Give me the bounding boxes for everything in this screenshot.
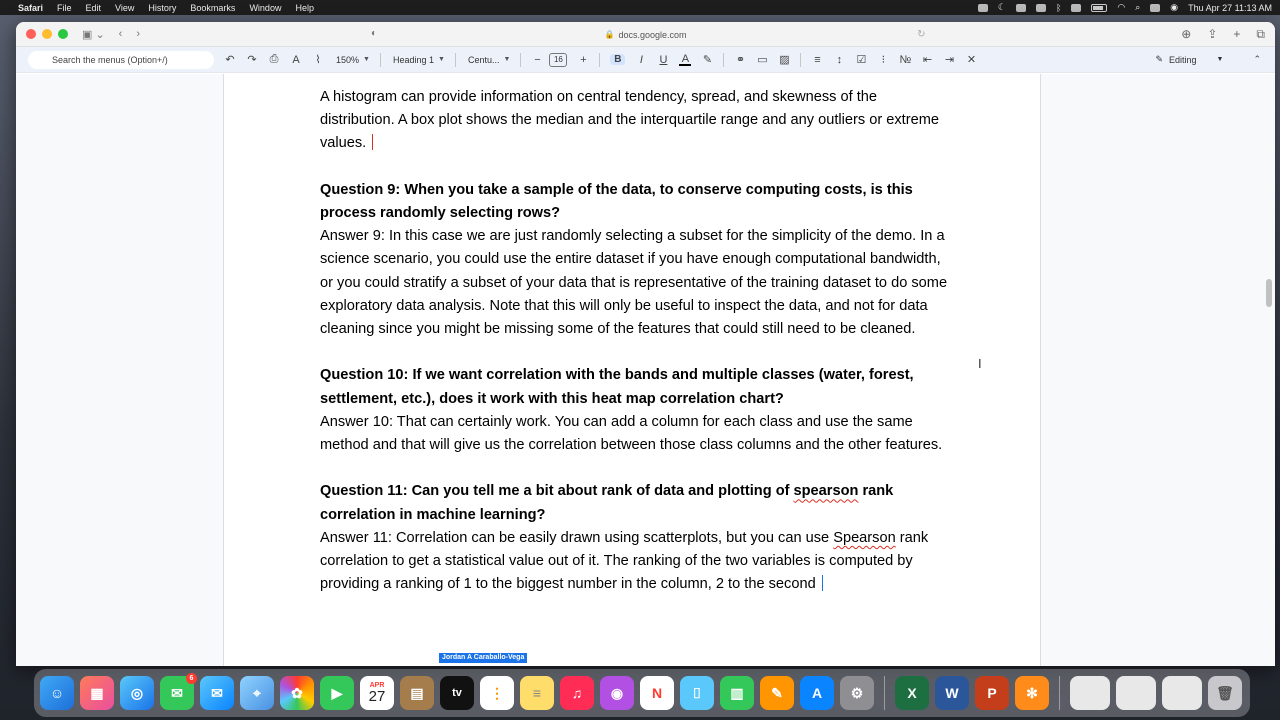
answer-11-part1: Answer 11: Correlation can be easily drawn using scatterplots, but you can use [320,529,834,546]
calendar-day: 27 [368,688,386,705]
pages-icon[interactable]: ✎ [760,676,794,710]
answer-9: Answer 9: In this case we are just randomly selecting a subset for the simplicity of the demo. In a science scenario, you could use the entire dataset if you have enough computational bandwidth, or you could stratify a subset of your data that is representative of the training dataset to do some exploratory data analysis. Note that this will only be useful to inspect the data, and not for data cleaning since you might be missing some of the features that could still need to be cleaned. [320,228,948,338]
back-arrow-icon[interactable]: ‹ [118,28,123,40]
caret-down-icon: ▼ [503,56,511,63]
system-settings-icon[interactable]: ⚙ [840,676,874,710]
menu-file[interactable]: File [57,2,72,13]
keynote-icon[interactable]: ⌷ [680,676,714,710]
align-icon[interactable]: ≡ [814,53,821,66]
music-icon[interactable]: ♫ [560,676,594,710]
pencil-icon: ✎ [1155,54,1163,64]
editing-mode-label: Editing [1168,54,1197,65]
answer-11-text: rank correlation to get a statistical value out of it. The ranking of the two variables is computed by providing a ranking of 1 to the biggest number in the column, 2 to the second [320,529,929,593]
vpn-icon[interactable] [1071,4,1081,12]
underline-button[interactable]: U [659,53,668,66]
toolbar-divider [599,53,600,67]
apple-tv-label: tv [452,687,462,699]
caret-down-icon: ▼ [1216,56,1224,63]
document-page[interactable] [223,74,1041,666]
window-controls [26,29,68,39]
calendar-icon[interactable] [360,676,394,710]
search-menus-input[interactable]: Search the menus (Option+/) [28,51,214,69]
lock-icon: 🔒 [604,30,615,39]
forward-arrow-icon[interactable]: › [136,28,141,40]
text-cursor-caret [372,134,373,150]
clear-formatting-icon[interactable]: ✕ [966,54,977,66]
answer-11 [320,530,928,592]
collapse-menus-icon[interactable]: ⌃ [1253,54,1261,64]
toolbar-divider [723,53,724,67]
reload-icon[interactable]: ↻ [917,29,926,40]
status-app-icon[interactable] [978,4,988,12]
privacy-shield-icon[interactable]: ◐ [371,28,378,39]
bulleted-list-icon[interactable]: ⁝ [881,54,886,66]
zoom-dropdown[interactable] [336,55,370,65]
app-store-icon[interactable]: A [800,676,834,710]
undo-icon[interactable]: ↶ [225,54,235,66]
caret-down-icon: ▼ [438,56,445,63]
window-thumbnail-icon[interactable] [1116,676,1156,710]
increase-font-size-icon[interactable]: + [580,53,587,66]
document-body[interactable] [320,86,950,620]
menu-bar-status [978,2,1272,13]
qa-block [320,480,950,596]
safari-icon[interactable]: ◎ [120,676,154,710]
siri-icon[interactable]: ◉ [1170,2,1179,12]
do-not-disturb-icon[interactable]: ☾ [997,2,1006,12]
decrease-font-size-icon[interactable]: − [534,53,541,66]
paint-format-icon[interactable]: ⌇ [315,54,321,66]
paragraph [320,86,950,156]
spotlight-search-icon[interactable]: ⌕ [1135,2,1141,12]
launchpad-icon[interactable]: ▦ [80,676,114,710]
battery-icon[interactable] [1091,4,1107,12]
italic-button[interactable]: I [639,53,643,66]
insert-image-icon[interactable]: ▨ [779,54,790,66]
menu-view[interactable]: View [115,2,135,13]
powerpoint-icon[interactable]: P [975,676,1009,710]
notes-icon[interactable]: ≡ [520,676,554,710]
paragraph-text: A histogram can provide information on central tendency, spread, and skewness of the distribution. A box plot shows the median and the interquartile range and any outliers or extreme values. [320,89,939,152]
caret-down-icon: ▼ [363,56,370,63]
checklist-icon[interactable]: ☑ [856,54,867,66]
news-icon[interactable]: N [640,676,674,710]
word-icon[interactable]: W [935,676,969,710]
font-value: Centu... [467,54,500,65]
facetime-icon[interactable]: ▶ [320,676,354,710]
style-value: Heading 1 [392,54,435,65]
spellcheck-icon[interactable]: A [292,53,300,66]
ibeam-pointer-icon: I [978,356,982,371]
folder-icon[interactable]: ▤ [400,676,434,710]
text-color-icon[interactable]: A [679,54,691,66]
mail-icon[interactable]: ✉ [200,676,234,710]
browser-actions [1181,27,1265,42]
browser-titlebar [16,22,1275,47]
docs-toolbar [16,47,1275,73]
display-icon[interactable] [1036,4,1046,12]
toolbar-divider [380,53,381,67]
qa-block [320,364,950,457]
apple-tv-icon[interactable] [440,676,474,710]
trash-icon[interactable]: 🗑 [1208,676,1242,710]
snowflake-app-icon[interactable]: ✻ [1015,676,1049,710]
line-spacing-icon[interactable]: ↕ [836,53,843,66]
notification-badge: 6 [186,673,197,684]
increase-indent-icon[interactable]: ⇥ [944,54,955,66]
address-bar[interactable] [366,26,926,43]
menu-clock[interactable]: Thu Apr 27 11:13 AM [1188,2,1272,13]
vertical-scrollbar[interactable] [1266,279,1272,307]
print-icon[interactable]: ⎙ [269,53,279,65]
share-icon[interactable]: ⇪ [1207,26,1218,41]
style-dropdown[interactable] [393,55,445,65]
tab-overview-icon[interactable]: ⧉ [1256,26,1265,41]
add-comment-icon[interactable]: ▭ [757,54,768,66]
decrease-indent-icon[interactable]: ⇤ [922,54,933,66]
insert-link-icon[interactable]: ⚭ [735,54,746,66]
spellcheck-word[interactable]: spearson [793,483,859,500]
collaborator-cursor [822,575,823,591]
new-tab-icon[interactable]: + [1233,26,1241,41]
photos-icon[interactable]: ✿ [280,676,314,710]
toolbar-divider [800,53,801,67]
wifi-icon[interactable]: ◠ [1117,2,1126,12]
podcasts-icon[interactable]: ◉ [600,676,634,710]
fullscreen-window-button[interactable] [58,29,68,39]
menu-help[interactable]: Help [295,2,314,13]
messages-icon[interactable]: ✉ 6 [160,676,194,710]
highlight-color-icon[interactable]: ✎ [702,54,713,66]
numbered-list-icon[interactable]: № [899,53,912,66]
editing-mode-dropdown[interactable] [1155,54,1223,65]
redo-icon[interactable]: ↷ [247,54,257,66]
excel-icon[interactable]: X [895,676,929,710]
question-11-part1: Question 11: Can you tell me a bit about rank of data and plotting of [320,483,794,500]
close-window-button[interactable] [26,29,36,39]
screen-mirror-icon[interactable] [1016,4,1026,12]
menu-window[interactable]: Window [249,2,282,13]
question-9: Question 9: When you take a sample of the data, to conserve computing costs, is this process randomly selecting rows? [320,181,913,221]
toolbar-divider [455,53,456,67]
menu-bookmarks[interactable]: Bookmarks [190,2,236,13]
spellcheck-word[interactable]: Spearson [833,529,896,546]
font-size-input[interactable]: 16 [549,53,567,67]
calendar-month: APR [369,682,385,689]
minimize-window-button[interactable] [42,29,52,39]
question-11-part2: rank correlation in machine learning? [320,483,894,523]
reminders-icon[interactable]: ⋮ [480,676,514,710]
bold-button[interactable]: B [610,54,625,65]
downloads-icon[interactable]: ⊕ [1181,26,1192,41]
numbers-icon[interactable]: ▥ [720,676,754,710]
sidebar-toggle-icon[interactable]: ▣ ⌄ [82,28,105,41]
collaborator-name-tag: Jordan A Caraballo-Vega [439,653,527,663]
menu-app-safari[interactable]: Safari [18,2,44,13]
answer-10: Answer 10: That can certainly work. You can add a column for each class and use the same method and that will give us the correlation between those class columns and the other features. [320,413,943,454]
window-thumbnail-icon[interactable] [1070,676,1110,710]
maps-icon[interactable]: ⌖ [240,676,274,710]
control-center-icon[interactable] [1150,4,1160,12]
dock [34,669,1250,717]
zoom-value: 150% [336,54,360,65]
safari-window [16,22,1275,666]
question-11 [320,483,893,522]
toolbar-divider [520,53,521,67]
window-thumbnail-icon[interactable] [1162,676,1202,710]
font-dropdown[interactable] [468,55,510,65]
dock-divider [884,676,885,710]
qa-block [320,179,950,341]
url-text: docs.google.com [618,29,687,40]
question-10: Question 10: If we want correlation with the bands and multiple classes (water, forest, settlement, etc.), does it work with this heat map correlation chart? [320,367,914,407]
menu-history[interactable]: History [148,2,177,13]
dock-divider [1059,676,1060,710]
finder-icon[interactable]: ☺ [40,676,74,710]
menu-bar [0,0,1280,15]
menu-edit[interactable]: Edit [85,2,102,13]
bluetooth-icon[interactable]: ᛒ [1055,2,1062,13]
document-canvas[interactable] [16,74,1275,666]
